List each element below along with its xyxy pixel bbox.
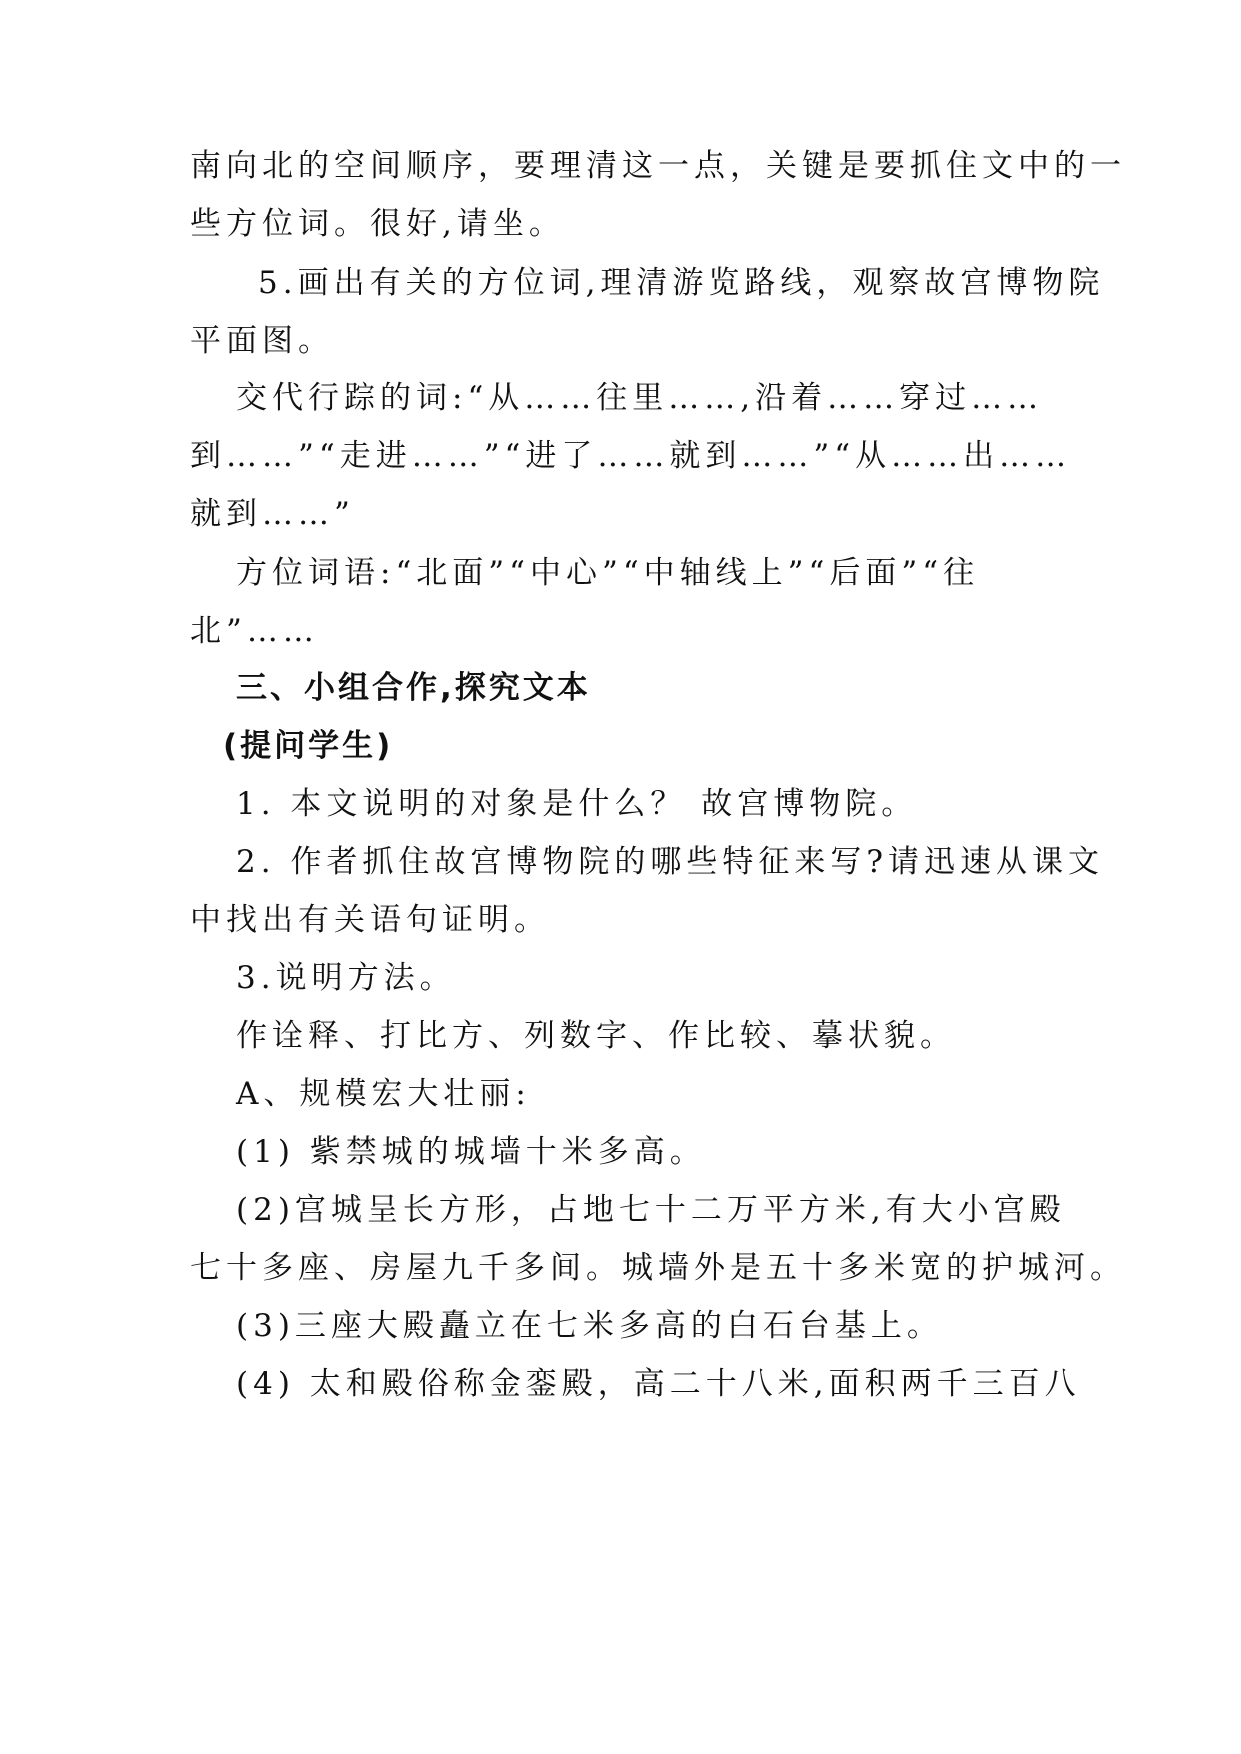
text-line-3: 5.画出有关的方位词,理清游览路线，观察故宫博物院 <box>258 265 1105 301</box>
text-line-18: (1) 紫禁城的城墙十米多高。 <box>236 1134 706 1170</box>
text-line-5: 交代行踪的词:“从……往里……,沿着……穿过…… <box>236 380 1044 416</box>
text-line-1: 南向北的空间顺序，要理清这一点，关键是要抓住文中的一 <box>190 148 1126 184</box>
section-heading: 三、小组合作,探究文本 <box>236 670 591 706</box>
text-line-19: (2)宫城呈长方形，占地七十二万平方米,有大小宫殿 <box>236 1192 1066 1228</box>
text-line-13: 2. 作者抓住故宫博物院的哪些特征来写?请迅速从课文 <box>236 844 1105 880</box>
text-line-2: 些方位词。很好,请坐。 <box>190 206 565 242</box>
text-line-9: 北”…… <box>190 613 319 649</box>
text-line-15: 3.说明方法。 <box>236 960 456 996</box>
text-line-21: (3)三座大殿矗立在七米多高的白石台基上。 <box>236 1308 943 1344</box>
text-line-17: A、规模宏大壮丽: <box>236 1076 531 1112</box>
text-line-22: (4) 太和殿俗称金銮殿，高二十八米,面积两千三百八 <box>236 1366 1081 1402</box>
text-line-6: 到……”“走进……”“进了……就到……”“从……出…… <box>190 438 1072 474</box>
text-line-8: 方位词语:“北面”“中心”“中轴线上”“后面”“往 <box>236 555 980 591</box>
text-line-14: 中找出有关语句证明。 <box>190 902 550 938</box>
text-line-12: 1. 本文说明的对象是什么？ 故宫博物院。 <box>236 786 918 822</box>
text-line-7: 就到……” <box>190 496 355 532</box>
text-line-16: 作诠释、打比方、列数字、作比较、摹状貌。 <box>236 1018 956 1054</box>
text-line-4: 平面图。 <box>190 323 334 359</box>
text-line-20: 七十多座、房屋九千多间。城墙外是五十多米宽的护城河。 <box>190 1250 1126 1286</box>
subheading: (提问学生) <box>223 728 394 764</box>
